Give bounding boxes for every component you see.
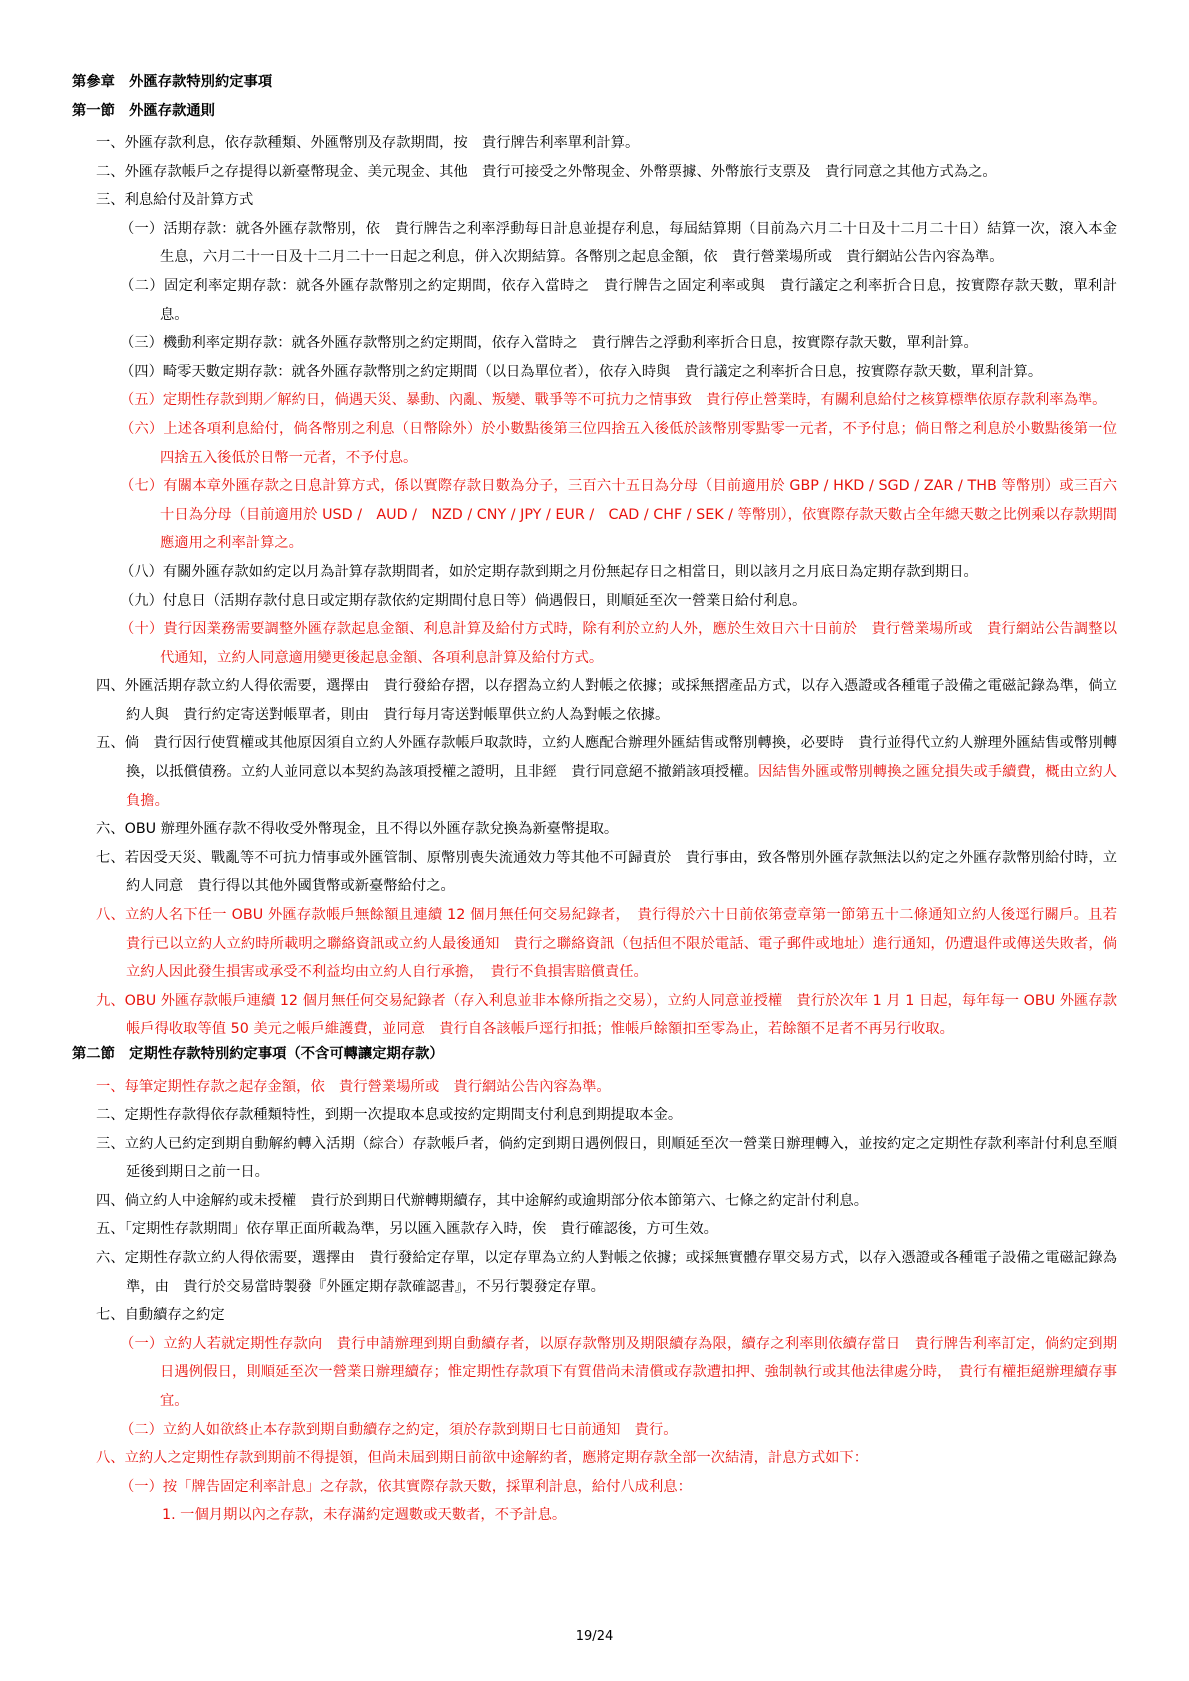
clause-item bbox=[72, 815, 1117, 844]
clause-text: （九）付息日（活期存款付息日或定期存款依約定期間付息日等）倘遇假日，則順延至次一營業日給付利息。 bbox=[120, 592, 807, 609]
clause-item bbox=[72, 558, 1117, 587]
clause-text: 六、OBU 辦理外匯存款不得收受外幣現金，且不得以外匯存款兌換為新臺幣提取。 bbox=[96, 821, 619, 838]
clause-item bbox=[72, 129, 1117, 158]
clause-item bbox=[72, 1444, 1117, 1473]
clause-text-highlight: 因結售外匯或幣別轉換之匯兌損失或手續費，概由立約人負擔。 bbox=[126, 764, 1117, 809]
clause-text: （二）固定利率定期存款：就各外匯存款幣別之約定期間，依存入當時之 貴行牌告之固定利率或與 貴行議定之利率折合日息，按實際存款天數，單利計息。 bbox=[120, 277, 1117, 323]
clause-text: 二、外匯存款帳戶之存提得以新臺幣現金、美元現金、其他 貴行可接受之外幣現金、外幣票據、外幣旅行支票及 貴行同意之其他方式為之。 bbox=[96, 163, 997, 180]
clause-text: 一、外匯存款利息，依存款種類、外匯幣別及存款期間，按 貴行牌告利率單利計算。 bbox=[96, 135, 640, 151]
clause-item bbox=[72, 186, 1117, 215]
clause-item bbox=[72, 1130, 1117, 1187]
clause-item bbox=[72, 1187, 1117, 1216]
section-title: 第二節 定期性存款特別約定事項（不含可轉讓定期存款） bbox=[72, 1046, 444, 1062]
clause-text: （一）立約人若就定期性存款向 貴行申請辦理到期自動續存者，以原存款幣別及期限續存為限，續存之利率則依續存當日 貴行牌告利率訂定，倘約定到期日遇例假日，則順延至次一營業日辦理續存；惟定期性存款項下有質借尚未清償或存款遭扣押、強制執行或其他法律處分時， 貴行有權拒絕辦理續存事宜。 bbox=[120, 1335, 1117, 1410]
clause-text: 八、立約人名下任一 OBU 外匯存款帳戶無餘額且連續 12 個月無任何交易紀錄者， 貴行得於六十日前依第壹章第一節第五十二條通知立約人後逕行關戶。且若 貴行已以立約人立約時所載明之聯絡資訊或立約人最後通知 貴行之聯絡資訊（包括但不限於電話、電子郵件或地址）進行通知，仍遭退件或傳送失敗者，倘立約人因此發生損害或承受不利益均由立約人自行承擔， 貴行不負損害賠償責任。 bbox=[96, 907, 1132, 981]
clause-text: （六）上述各項利息給付，倘各幣別之利息（日幣除外）於小數點後第三位四捨五入後低於該幣別零點零一元者，不予付息；倘日幣之利息於小數點後第一位四捨五入後低於日幣一元者，不予付息。 bbox=[120, 420, 1117, 466]
clause-item bbox=[72, 1073, 1117, 1102]
page-number: 19/24 bbox=[575, 1629, 614, 1644]
clause-text: （四）畸零天數定期存款：就各外匯存款幣別之約定期間（以日為單位者），依存入時與 貴行議定之利率折合日息，按實際存款天數，單利計算。 bbox=[120, 363, 1043, 380]
clause-text: （一）按「牌告固定利率計息」之存款，依其實際存款天數，採單利計息，給付八成利息： bbox=[120, 1478, 692, 1495]
clause-text: （五）定期性存款到期／解約日，倘遇天災、暴動、內亂、叛變、戰爭等不可抗力之情事致 貴行停止營業時，有關利息給付之核算標準依原存款利率為準。 bbox=[120, 392, 1107, 409]
clause-item bbox=[72, 1215, 1117, 1244]
clause-item bbox=[72, 272, 1117, 329]
clause-item bbox=[72, 1244, 1117, 1301]
clause-text: 九、OBU 外匯存款帳戶連續 12 個月無任何交易紀錄者（存入利息並非本條所指之交易），立約人同意並授權 貴行於次年 1 月 1 日起，每年每一 OBU 外匯存款帳戶得收取等值 50 美元之帳戶維護費，並同意 貴行自各該帳戶逕行扣抵；惟帳戶餘額扣至零為止，若餘額不足者不再另行收取。 bbox=[96, 992, 1117, 1038]
clause-text: 六、定期性存款立約人得依需要，選擇由 貴行發給定存單，以定存單為立約人對帳之依據；或採無實體存單交易方式，以存入憑證或各種電子設備之電磁記錄為準，由 貴行於交易當時製發『外匯定期存款確認書』，不另行製發定存單。 bbox=[96, 1250, 1117, 1295]
clause-item bbox=[72, 358, 1117, 387]
clause-text: 五、倘 貴行因行使質權或其他原因須自立約人外匯存款帳戶取款時，立約人應配合辦理外匯結售或幣別轉換，必要時 貴行並得代立約人辦理外匯結售或幣別轉換，以抵償債務。立約人並同意以本契約為該項授權之證明，且非經 貴行同意絕不撤銷該項授權。 bbox=[96, 735, 1117, 781]
clause-text: 四、外匯活期存款立約人得依需要，選擇由 貴行發給存摺，以存摺為立約人對帳之依據；或採無摺產品方式，以存入憑證或各種電子設備之電磁記錄為準，倘立約人與 貴行約定寄送對帳單者，則由 貴行每月寄送對帳單供立約人為對帳之依據。 bbox=[96, 678, 1117, 723]
clause-item bbox=[72, 472, 1117, 558]
clause-item bbox=[72, 158, 1117, 187]
clause-item bbox=[72, 987, 1117, 1044]
clause-item bbox=[72, 215, 1117, 272]
clause-text: （一）活期存款：就各外匯存款幣別，依 貴行牌告之利率浮動每日計息並提存利息，每屆結算期（目前為六月二十日及十二月二十日）結算一次，滾入本金生息，六月二十一日及十二月二十一日起之利息，併入次期結算。各幣別之起息金額，依 貴行營業場所或 貴行網站公告內容為準。 bbox=[120, 220, 1117, 266]
clause-text: （十）貴行因業務需要調整外匯存款起息金額、利息計算及給付方式時，除有利於立約人外，應於生效日六十日前於 貴行營業場所或 貴行網站公告調整以代通知，立約人同意適用變更後起息金額、各項利息計算及給付方式。 bbox=[120, 621, 1117, 666]
clause-item bbox=[72, 587, 1117, 616]
clause-text: 七、若因受天災、戰亂等不可抗力情事或外匯管制、原幣別喪失流通效力等其他不可歸責於 貴行事由，致各幣別外匯存款無法以約定之外匯存款幣別給付時，立約人同意 貴行得以其他外國貨幣或新臺幣給付之。 bbox=[96, 849, 1117, 895]
clause-item bbox=[72, 1501, 1117, 1530]
clause-text: 1. 一個月期以內之存款，未存滿約定週數或天數者，不予計息。 bbox=[162, 1507, 567, 1524]
clause-item bbox=[72, 615, 1117, 672]
clause-text: 八、立約人之定期性存款到期前不得提領，但尚未屆到期日前欲中途解約者，應將定期存款全部一次結清，計息方式如下： bbox=[96, 1450, 869, 1467]
clause-item bbox=[72, 1330, 1117, 1416]
clause-item bbox=[72, 729, 1117, 815]
clause-text: （三）機動利率定期存款：就各外匯存款幣別之約定期間，依存入當時之 貴行牌告之浮動利率折合日息，按實際存款天數，單利計算。 bbox=[120, 335, 978, 352]
clause-text: （八）有關外匯存款如約定以月為計算存款期間者，如於定期存款到期之月份無起存日之相當日，則以該月之月底日為定期存款到期日。 bbox=[120, 563, 978, 580]
clause-item bbox=[72, 901, 1132, 987]
clause-item bbox=[72, 415, 1117, 472]
clause-text: （七）有關本章外匯存款之日息計算方式，係以實際存款日數為分子，三百六十五日為分母（目前適用於 GBP / HKD / SGD / ZAR / THB 等幣別）或三百六十日為分母（目前適用於 USD / AUD / NZD / CNY / JPY / EUR / CAD / CHF / SEK / 等幣別），依實際存款天數占全年總天數之比例乘以存款期間應適用之利率計算之。 bbox=[120, 478, 1117, 552]
clause-item bbox=[72, 844, 1117, 901]
clause-item bbox=[72, 1473, 1117, 1502]
clause-item bbox=[72, 386, 1117, 415]
clause-text: 五、「定期性存款期間」依存單正面所載為準，另以匯入匯款存入時，俟 貴行確認後，方可生效。 bbox=[96, 1221, 718, 1238]
document-body bbox=[72, 72, 1132, 1530]
clause-text: 七、自動續存之約定 bbox=[96, 1307, 225, 1324]
clause-text: 三、利息給付及計算方式 bbox=[96, 192, 254, 209]
clause-item bbox=[72, 1416, 1117, 1445]
clause-text: （二）立約人如欲終止本存款到期自動續存之約定，須於存款到期日七日前通知 貴行。 bbox=[120, 1421, 678, 1438]
clause-item bbox=[72, 1301, 1117, 1330]
clause-item bbox=[72, 672, 1117, 729]
clause-text: 一、每筆定期性存款之起存金額，依 貴行營業場所或 貴行網站公告內容為準。 bbox=[96, 1078, 611, 1095]
clause-text: 三、立約人已約定到期自動解約轉入活期（綜合）存款帳戶者，倘約定到期日遇例假日，則順延至次一營業日辦理轉入，並按約定之定期性存款利率計付利息至順延後到期日之前一日。 bbox=[96, 1135, 1117, 1181]
clause-text: 二、定期性存款得依存款種類特性，到期一次提取本息或按約定期間支付利息到期提取本金。 bbox=[96, 1107, 683, 1124]
clause-item bbox=[72, 1101, 1117, 1130]
chapter-title: 第參章 外匯存款特別約定事項 bbox=[72, 74, 273, 90]
section-title: 第一節 外匯存款通則 bbox=[72, 102, 215, 119]
clause-text: 四、倘立約人中途解約或未授權 貴行於到期日代辦轉期續存，其中途解約或逾期部分依本節第六、七條之約定計付利息。 bbox=[96, 1192, 869, 1209]
clause-item bbox=[72, 329, 1117, 358]
